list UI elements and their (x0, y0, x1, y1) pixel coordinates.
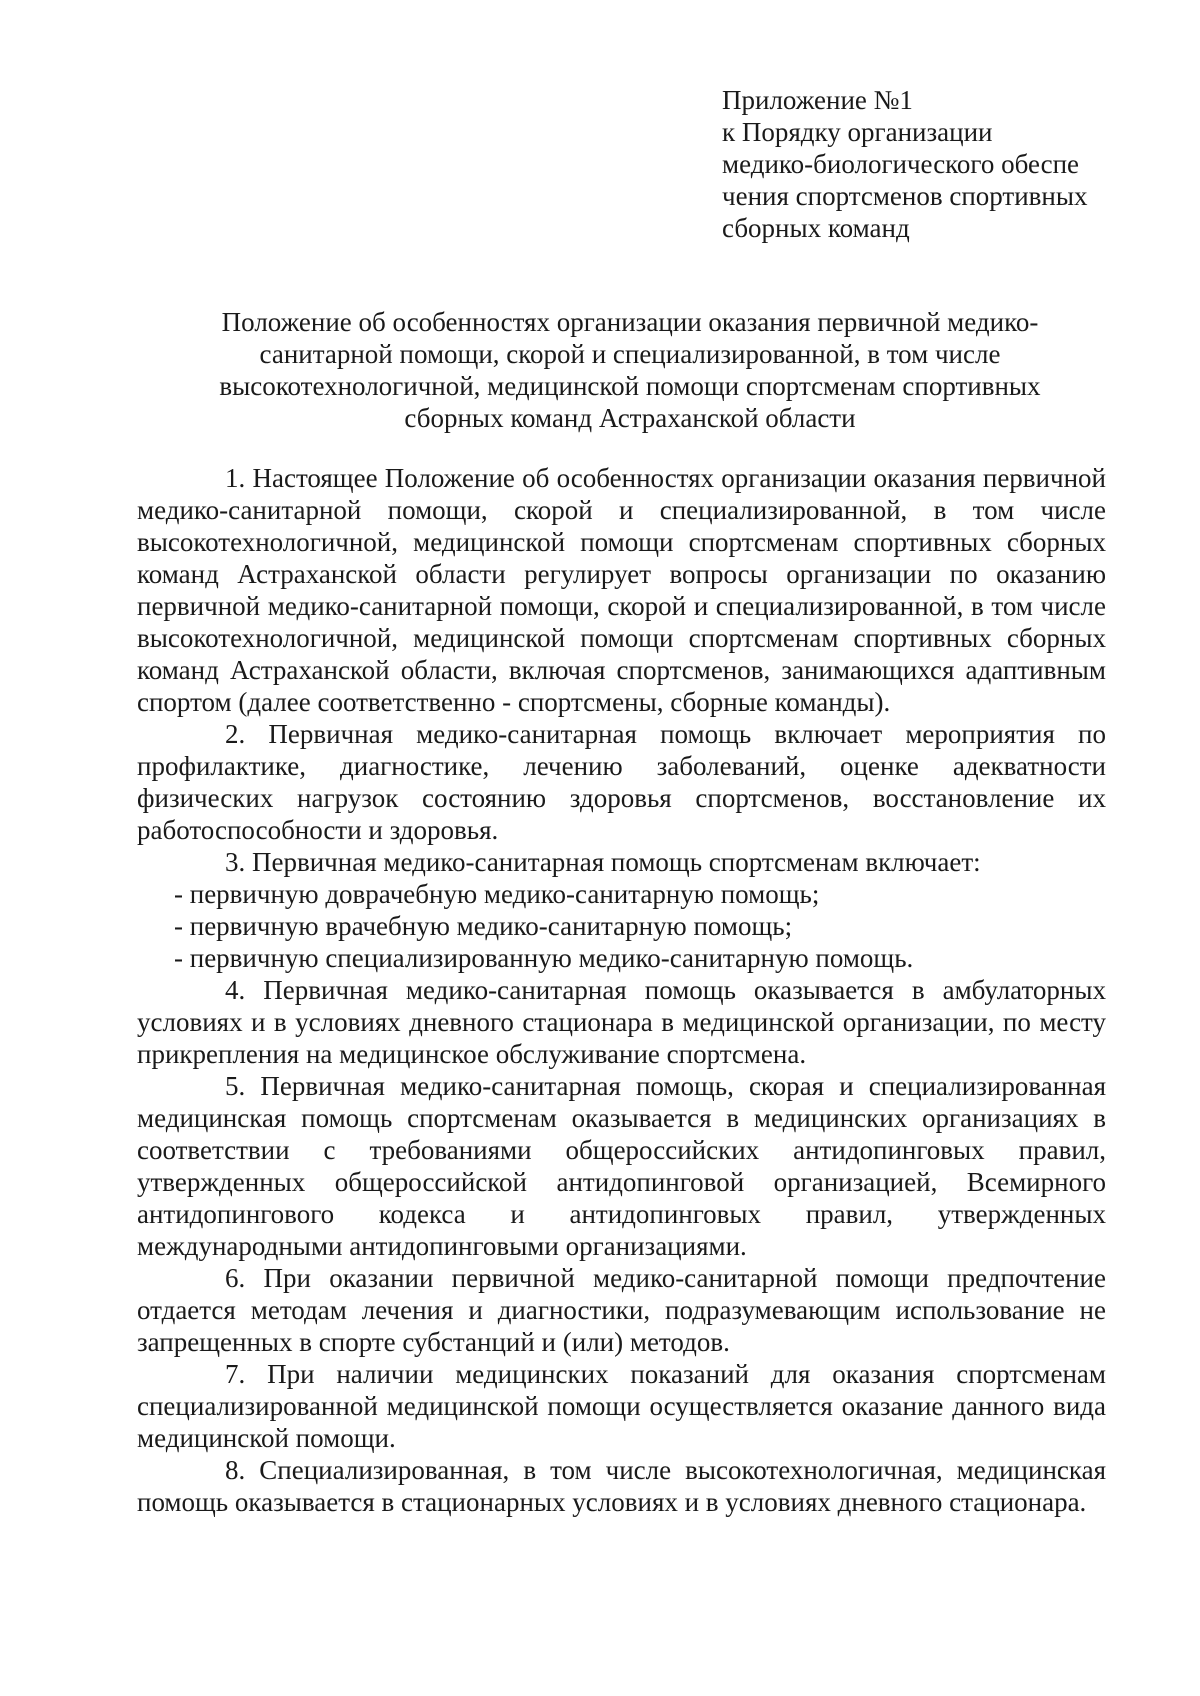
document-body (137, 462, 1106, 1518)
list-item: - первичную врачебную медико-санитарную помощь; (174, 911, 793, 941)
appendix-line: к Порядку организации (722, 117, 993, 147)
appendix-line: чения спортсменов спортивных (722, 181, 1088, 211)
title-line: Положение об особенностях организации оказания первичной медико- (221, 307, 1039, 337)
paragraph-6: 6. При оказании первичной медико-санитарной помощи предпочтение отдается методам лечения и диагностики, подразумевающим использование не запрещенных в спорте субстанций и (или) методов. (137, 1263, 1106, 1357)
appendix-line: Приложение №1 (722, 85, 913, 115)
title-line: санитарной помощи, скорой и специализированной, в том числе (259, 339, 1001, 369)
paragraph-3: 3. Первичная медико-санитарная помощь спортсменам включает: (225, 847, 981, 877)
paragraph-8: 8. Специализированная, в том числе высокотехнологичная, медицинская помощь оказывается в стационарных условиях и в условиях дневного стационара. (137, 1455, 1106, 1517)
paragraph-7: 7. При наличии медицинских показаний для оказания спортсменам специализированной медицинской помощи осуществляется оказание данного вида медицинской помощи. (137, 1359, 1106, 1453)
paragraph-2: 2. Первичная медико-санитарная помощь включает мероприятия по профилактике, диагностике, лечению заболеваний, оценке адекватности физических нагрузок состоянию здоровья спортсменов, восстановление их работоспособности и здоровья. (137, 719, 1106, 845)
paragraph-5: 5. Первичная медико-санитарная помощь, скорая и специализированная медицинская помощь спортсменам оказывается в медицинских организациях в соответствии с требованиями общероссийских антидопинговых правил, утвержденных общероссийской антидопинговой организацией, Всемирного антидопингового кодекса и антидопинговых правил, утвержденных международными антидопинговыми организациями. (137, 1071, 1106, 1261)
document-title (150, 306, 1110, 434)
list-item: - первичную доврачебную медико-санитарную помощь; (174, 879, 820, 909)
paragraph-4: 4. Первичная медико-санитарная помощь оказывается в амбулаторных условиях и в условиях дневного стационара в медицинской организации, по месту прикрепления на медицинское обслуживание спортсмена. (137, 975, 1106, 1069)
appendix-line: сборных команд (722, 213, 910, 243)
title-line: высокотехнологичной, медицинской помощи спортсменам спортивных (219, 371, 1041, 401)
list-item: - первичную специализированную медико-санитарную помощь. (174, 943, 914, 973)
appendix-line: медико-биологического обеспе (722, 149, 1080, 179)
appendix-header (722, 84, 1162, 244)
title-line: сборных команд Астраханской области (404, 403, 856, 433)
paragraph-1: 1. Настоящее Положение об особенностях организации оказания первичной медико-санитарной помощи, скорой и специализированной, в том числе высокотехнологичной, медицинской помощи спортсменам спортивных сборных команд Астраханской области регулирует вопросы организации по оказанию первичной медико-санитарной помощи, скорой и специализированной, в том числе высокотехнологичной, медицинской помощи спортсменам спортивных сборных команд Астраханской области, включая спортсменов, занимающихся адаптивным спортом (далее соответственно - спортсмены, сборные команды). (137, 463, 1106, 717)
